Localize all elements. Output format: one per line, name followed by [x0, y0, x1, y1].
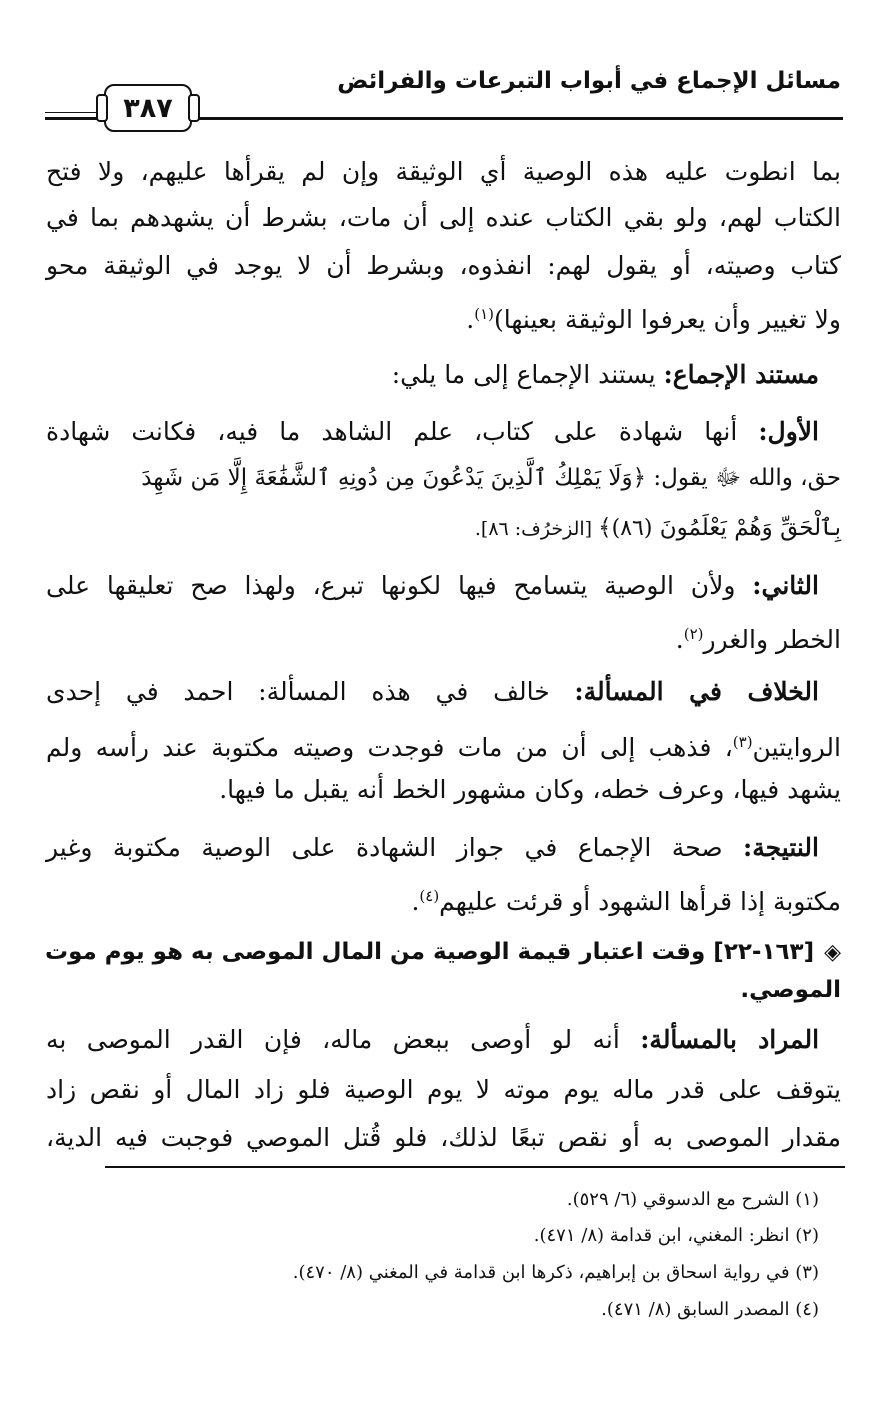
paragraph-natija [46, 828, 819, 868]
footnote-ref: (٤) [419, 887, 440, 905]
text-span: يستند الإجماع إلى ما يلي: [391, 360, 664, 389]
text-line: مقدار الموصى به أو نقص تبعًا لذلك، فلو قُتل الموصي فوجبت فيه الدية، [46, 1123, 841, 1152]
text-span: صحة الإجماع في جواز الشهادة على الوصية مكتوبة وغير [46, 833, 744, 862]
paragraph-khilaf [46, 672, 819, 712]
text-span: حق، والله ﷻ يقول: [646, 465, 841, 491]
text-span: أنها شهادة على كتاب، علم الشاهد ما فيه، فكانت شهادة [46, 417, 759, 446]
paragraph-label: النتيجة: [743, 833, 819, 862]
text-span: أنه لو أوصى ببعض ماله، فإن القدر الموصى به [46, 1025, 641, 1054]
paragraph-label: المراد بالمسألة: [640, 1025, 820, 1054]
text-line: يشهد فيها، وعرف خطه، وكان مشهور الخط أنه يقبل ما فيها. [219, 775, 841, 804]
footnote-ref: (١) [474, 305, 494, 323]
text-span: ﴾ [598, 515, 612, 541]
footnote-ref: (٢) [683, 625, 704, 643]
paragraph-label: مستند الإجماع: [663, 360, 819, 389]
paragraph-first [46, 412, 819, 452]
text-line: يتوقف على قدر ماله يوم موته لا يوم الوصية فلو زاد المال أو نقص زاد [46, 1075, 841, 1104]
paragraph-label: الخلاف في المسألة: [574, 677, 819, 706]
footnote: (٣) في رواية اسحاق بن إبراهيم، ذكرها ابن قدامة في المغني (٨/ ٤٧٠). [292, 1262, 819, 1283]
footnote-separator [105, 1166, 845, 1168]
section-heading [46, 932, 841, 973]
paragraph-label: الثاني: [752, 571, 819, 600]
footnote-ref: (٣) [732, 733, 753, 751]
text-span: ، فذهب إلى أن من مات فوجدت وصيته مكتوبة عند رأسه ولم [46, 733, 733, 762]
section-title: [١٦٣-٢٢] وقت اعتبار قيمة الوصية من المال الموصى به هو يوم موت [44, 939, 815, 965]
text-span: ولأن الوصية يتسامح فيها لكونها تبرع، ولهذا صح تعليقها على [46, 571, 753, 600]
section-title-cont: الموصي. [740, 977, 841, 1003]
text-line [46, 876, 841, 922]
text-line [46, 458, 841, 498]
text-line [46, 722, 841, 768]
paragraph-second [46, 566, 819, 606]
text-line [46, 294, 841, 340]
text-line: الكتاب لهم، ولو بقي الكتاب عنده إلى أن مات، بشرط أن يشهدهم بما في [46, 203, 841, 232]
text-line: كتاب وصيته، أو يقول لهم: انفذوه، وبشرط أن لا يوجد في الوثيقة محو [46, 251, 841, 280]
footnote: (٢) انظر: المغني، ابن قدامة (٨/ ٤٧١). [533, 1225, 819, 1246]
diamond-icon: ◈ [824, 940, 841, 965]
text-span: . [411, 887, 420, 916]
page-number: ٣٨٧ [104, 84, 192, 132]
text-span: الخطر والغرر [703, 625, 841, 654]
text-span: خالف في هذه المسألة: احمد في إحدى [46, 677, 575, 706]
text-line: بما انطوت عليه هذه الوصية أي الوثيقة وإن لم يقرأها عليهم، ولا فتح [46, 157, 841, 186]
quran-verse: ﴿وَلَا يَمْلِكُ ٱلَّذِينَ يَدْعُونَ مِن دُونِهِ ٱلشَّفَٰعَةَ إِلَّا مَن شَهِدَ [141, 465, 647, 491]
text-span: . [466, 305, 475, 334]
paragraph-istinad [24, 355, 819, 395]
text-span: مكتوبة إذا قرأها الشهود أو قرئت عليهم [439, 887, 841, 916]
footnote: (٤) المصدر السابق (٨/ ٤٧١). [601, 1299, 819, 1320]
paragraph-murad [46, 1020, 819, 1060]
running-title: مسائل الإجماع في أبواب التبرعات والفرائض [337, 68, 841, 94]
text-line [46, 614, 841, 660]
text-line [46, 508, 841, 549]
paragraph-label: الأول: [758, 417, 819, 446]
ayah-number: (٨٦) [611, 516, 653, 541]
citation: [الزخرُف: ٨٦]. [474, 518, 599, 540]
footnote: (١) الشرح مع الدسوقي (٦/ ٥٢٩). [566, 1189, 819, 1210]
quran-verse: بِٱلْحَقِّ وَهُمْ يَعْلَمُونَ [659, 515, 841, 541]
text-span: . [675, 625, 684, 654]
text-span: ولا تغيير وأن يعرفوا الوثيقة بعينها) [494, 305, 841, 334]
text-span: الروايتين [752, 733, 841, 762]
